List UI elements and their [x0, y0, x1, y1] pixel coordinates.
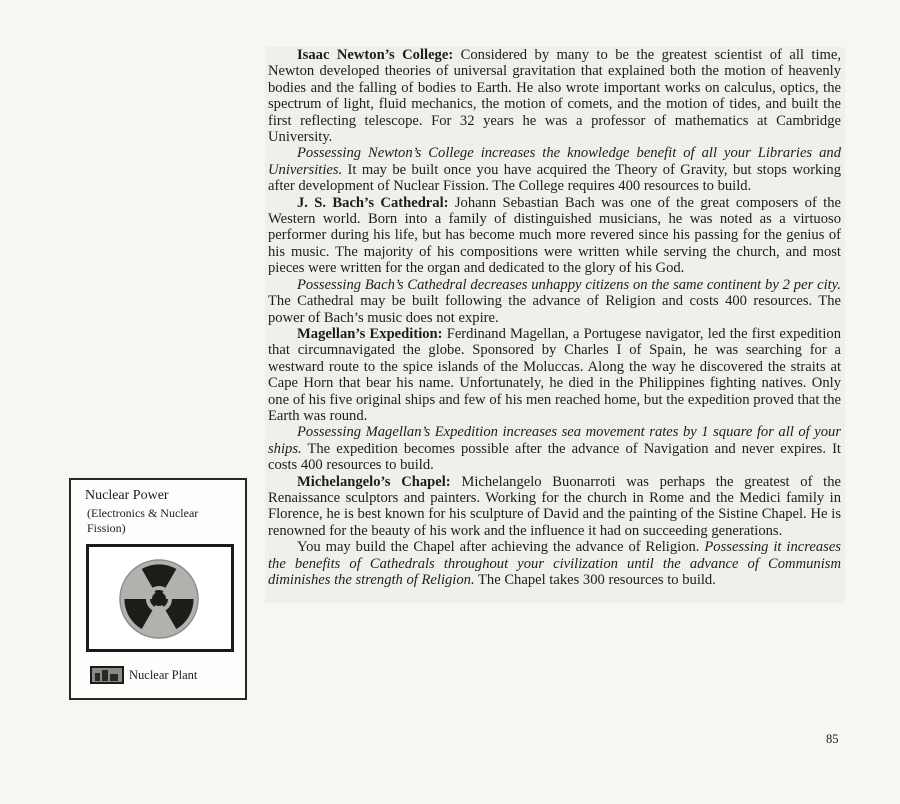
paragraph-magellan-effect — [268, 424, 841, 473]
paragraph-text: Ferdinand Magellan, a Portugese navigator, led the first expedition that circumnavigated the globe. Sponsored by Charles I of Spain, he was searching for a westward route to the spice islands of the Moluccas. Along the way he discovered the straits at Cape Horn that bear his name. Unfortunately, he died in the Philippines fighting natives. Only one of his five original ships and few of his men reached home, but the expedition proved that the Earth was round. — [268, 325, 842, 424]
paragraph-bach — [268, 195, 841, 277]
advance-sidebar-box — [69, 478, 247, 700]
paragraph-newton — [268, 47, 841, 145]
paragraph-text: The expedition becomes possible after the advance of Navigation and never expires. It costs 400 resources to build. — [268, 440, 841, 474]
paragraph-michelangelo-effect — [268, 539, 841, 588]
heading-michelangelos-chapel: Michelangelo’s Chapel: — [297, 473, 451, 490]
paragraph-text: Michelangelo Buonarroti was perhaps the greatest of the Renaissance sculptors and painters. Working for the church in Rome and the Medici family in Florence, he is best known for his sculpture of David and the painting of the Sistine Chapel. He is renowned for the beauty of his work and the influence it had on succeeding generations. — [268, 473, 841, 539]
heading-bachs-cathedral: J. S. Bach’s Cathedral: — [297, 194, 449, 211]
effect-text: Possessing Magellan’s Expedition increases sea movement rates by 1 square for all of your ships. — [268, 424, 841, 457]
heading-magellans-expedition: Magellan’s Expedition: — [297, 325, 443, 342]
effect-text: Possessing it increases the benefits of Cathedrals throughout your civilization until the advance of Communism diminishes the strength of Religion. — [268, 539, 841, 588]
paragraph-text: Considered by many to be the greatest scientist of all time, Newton developed theories of universal gravitation that explained both the motion of heavenly bodies and the falling of bodies to Earth. He also wrote important works on calculus, optics, the spectrum of light, fluid mechanics, the motion of comets, and the motion of tides, and built the first reflecting telescope. For 32 years he was a professor of mathematics at Cambridge University. — [268, 47, 841, 146]
advance-image — [86, 544, 234, 652]
paragraph-text: Johann Sebastian Bach was one of the great composers of the Western world. Born into a family of distinguished musicians, he was noted as a virtuoso performer during his life, but has become much more revered since his passing for the genius of his music. The majority of his compositions were written while serving the church, and most pieces were written for the organ and dedicated to the glory of his God. — [268, 194, 841, 277]
page-number: 85 — [826, 732, 839, 746]
paragraph-michelangelo — [268, 474, 841, 540]
paragraph-text: It may be built once you have acquired the Theory of Gravity, but stops working after development of Nuclear Fission. The College requires 400 resources to build. — [268, 161, 841, 195]
sidebar-prerequisites: (Electronics & Nuclear Fission) — [87, 506, 199, 535]
radiation-trefoil-icon — [89, 547, 231, 649]
paragraph-text: The Chapel takes 300 resources to build. — [474, 572, 716, 588]
text-column — [265, 47, 845, 603]
effect-text: Possessing Bach’s Cathedral decreases unhappy citizens on the same continent by 2 per city. — [297, 276, 841, 293]
paragraph-text: You may build the Chapel after achieving the advance of Religion. — [297, 539, 705, 556]
unit-label: Nuclear Plant — [129, 668, 198, 682]
paragraph-bach-effect — [268, 277, 841, 326]
nuclear-plant-icon — [90, 666, 124, 684]
paragraph-magellan — [268, 326, 841, 424]
paragraph-text: The Cathedral may be built following the advance of Religion and costs 400 resources. The power of Bach’s music does not expire. — [268, 293, 841, 326]
heading-newtons-college: Isaac Newton’s College: — [297, 47, 454, 63]
sidebar-title: Nuclear Power — [85, 488, 169, 503]
effect-text: Possessing Newton’s College increases the knowledge benefit of all your Libraries and Universities. — [268, 145, 841, 178]
paragraph-newton-effect — [268, 145, 841, 194]
